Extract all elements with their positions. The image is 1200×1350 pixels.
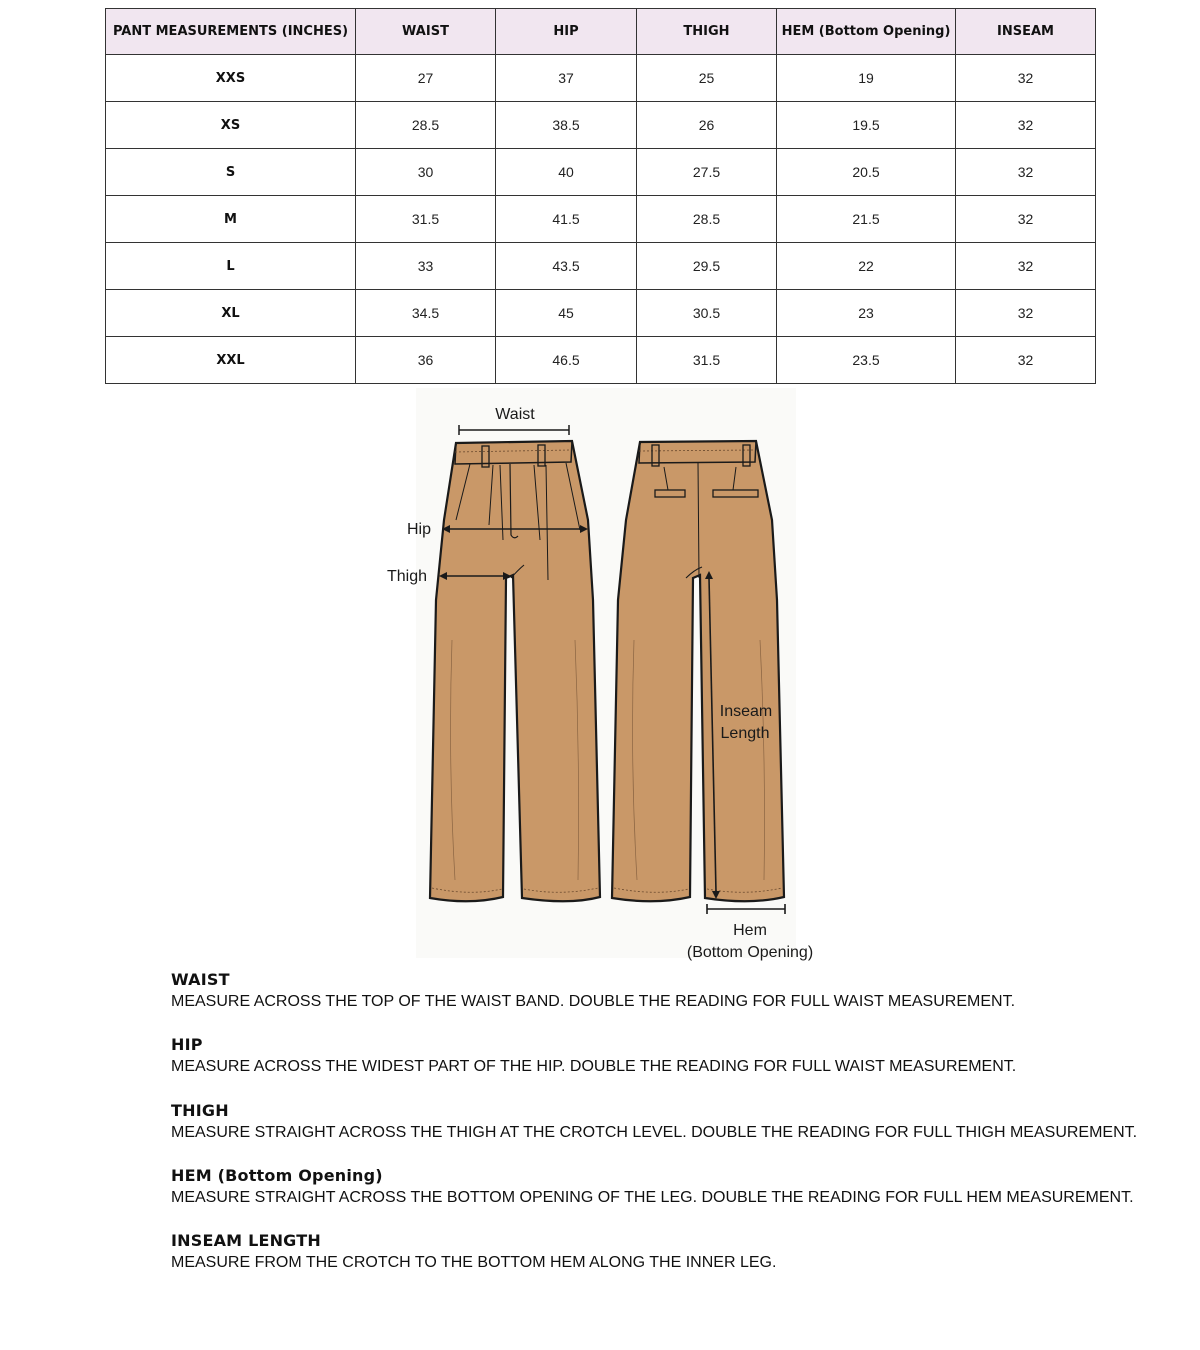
inseam-description (171, 1231, 1181, 1274)
hem-description (171, 1166, 1181, 1209)
hem-cell: 19 (777, 55, 956, 102)
waist-label: Waist (495, 406, 535, 423)
description-title: THIGH (171, 1101, 229, 1120)
waist-cell: 27 (356, 55, 496, 102)
hip-cell: 38.5 (496, 102, 637, 149)
thigh-cell: 25 (637, 55, 777, 102)
hem-cell: 19.5 (777, 102, 956, 149)
size-cell: XXL (106, 337, 356, 384)
hip-cell: 40 (496, 149, 637, 196)
thigh-cell: 30.5 (637, 290, 777, 337)
table-row (106, 196, 1096, 243)
thigh-cell: 29.5 (637, 243, 777, 290)
size-cell: XL (106, 290, 356, 337)
hem-cell: 20.5 (777, 149, 956, 196)
hem-cell: 21.5 (777, 196, 956, 243)
table-row (106, 337, 1096, 384)
table-row (106, 290, 1096, 337)
size-cell: S (106, 149, 356, 196)
header-inseam: INSEAM (956, 9, 1096, 55)
table-row (106, 243, 1096, 290)
header-hip: HIP (496, 9, 637, 55)
inseam-cell: 32 (956, 102, 1096, 149)
description-text: MEASURE ACROSS THE WIDEST PART OF THE HIP. DOUBLE THE READING FOR FULL WAIST MEASUREMENT. (171, 1058, 1017, 1075)
hip-description (171, 1035, 1181, 1078)
hem-cell: 22 (777, 243, 956, 290)
size-cell: XS (106, 102, 356, 149)
hem-label: Hem (733, 922, 767, 939)
hip-label: Hip (406, 521, 431, 538)
inseam-cell: 32 (956, 55, 1096, 102)
hem-cell: 23 (777, 290, 956, 337)
header-hem: HEM (Bottom Opening) (777, 9, 956, 55)
hem-sublabel: (Bottom Opening) (686, 944, 814, 961)
hip-cell: 41.5 (496, 196, 637, 243)
hip-cell: 46.5 (496, 337, 637, 384)
length-label: Length (720, 725, 770, 742)
table-header-row (106, 9, 1096, 55)
description-text: MEASURE STRAIGHT ACROSS THE BOTTOM OPENING OF THE LEG. DOUBLE THE READING FOR FULL HEM MEASUREMENT. (171, 1189, 1134, 1206)
table-row (106, 55, 1096, 102)
inseam-cell: 32 (956, 149, 1096, 196)
waist-cell: 28.5 (356, 102, 496, 149)
waist-cell: 30 (356, 149, 496, 196)
description-text: MEASURE ACROSS THE TOP OF THE WAIST BAND. DOUBLE THE READING FOR FULL WAIST MEASUREMENT. (171, 993, 1016, 1010)
header-waist: WAIST (356, 9, 496, 55)
description-title: HEM (Bottom Opening) (171, 1166, 383, 1185)
waist-cell: 33 (356, 243, 496, 290)
thigh-cell: 26 (637, 102, 777, 149)
hip-cell: 43.5 (496, 243, 637, 290)
hip-cell: 37 (496, 55, 637, 102)
inseam-cell: 32 (956, 196, 1096, 243)
thigh-label: Thigh (386, 568, 427, 585)
waist-cell: 34.5 (356, 290, 496, 337)
thigh-cell: 27.5 (637, 149, 777, 196)
inseam-label: Inseam (719, 703, 773, 720)
description-title: HIP (171, 1035, 203, 1054)
size-chart-table (105, 8, 1096, 384)
inseam-cell: 32 (956, 337, 1096, 384)
thigh-cell: 28.5 (637, 196, 777, 243)
header-measurements: PANT MEASUREMENTS (INCHES) (106, 9, 356, 55)
size-cell: L (106, 243, 356, 290)
size-cell: M (106, 196, 356, 243)
description-title: INSEAM LENGTH (171, 1231, 321, 1250)
inseam-cell: 32 (956, 243, 1096, 290)
waist-cell: 31.5 (356, 196, 496, 243)
table-row (106, 102, 1096, 149)
size-cell: XXS (106, 55, 356, 102)
description-title: WAIST (171, 970, 230, 989)
description-text: MEASURE STRAIGHT ACROSS THE THIGH AT THE CROTCH LEVEL. DOUBLE THE READING FOR FULL THIGH MEASUREMENT. (171, 1124, 1138, 1141)
waist-cell: 36 (356, 337, 496, 384)
description-text: MEASURE FROM THE CROTCH TO THE BOTTOM HEM ALONG THE INNER LEG. (171, 1254, 777, 1271)
thigh-description (171, 1101, 1181, 1144)
pant-measurement-diagram (386, 388, 814, 961)
inseam-cell: 32 (956, 290, 1096, 337)
waist-description (171, 970, 1181, 1013)
hip-cell: 45 (496, 290, 637, 337)
thigh-cell: 31.5 (637, 337, 777, 384)
header-thigh: THIGH (637, 9, 777, 55)
table-row (106, 149, 1096, 196)
hem-cell: 23.5 (777, 337, 956, 384)
